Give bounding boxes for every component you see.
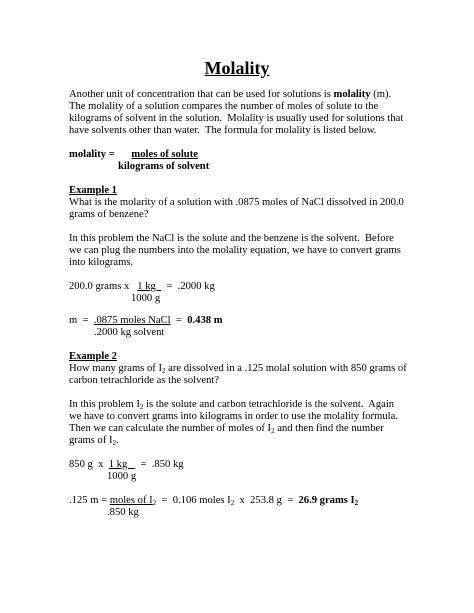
example-2-conversion-denominator: 1000 g — [107, 471, 137, 482]
example-2-solution — [69, 495, 358, 507]
solution-text: .125 m = — [69, 495, 110, 506]
example-1-explanation-line-1: In this problem the NaCl is the solute and the benzene is the solvent. Before — [69, 233, 394, 244]
intro-line-3: kilograms of solvent in the solution. Molality is usually used for solutions that — [69, 113, 404, 124]
conversion-text: 200.0 grams x — [69, 281, 138, 292]
e-text: and then find the number — [274, 423, 384, 434]
example-1-conversion — [69, 281, 215, 293]
solution-answer: 26.9 grams I — [298, 495, 355, 506]
example-1-conversion-denominator: 1000 g — [131, 293, 161, 304]
example-2-explanation-line-3 — [69, 423, 384, 435]
calc-text: m = — [69, 315, 94, 326]
example-2-conversion — [69, 459, 184, 471]
q-text: How many grams of I — [69, 363, 162, 374]
e-text: . — [116, 435, 119, 446]
subscript: 2 — [354, 499, 359, 507]
subscript: 2 — [139, 403, 144, 411]
formula-denominator: kilograms of solvent — [118, 161, 210, 172]
example-1-calc-denominator: .2000 kg solvent — [94, 327, 165, 338]
q-text: are dissolved in a .125 molal solution with 850 grams of — [165, 363, 407, 374]
example-1-explanation-line-3: into kilograms. — [69, 257, 134, 268]
intro-text: Another unit of concentration that can be used for solutions is — [69, 89, 334, 100]
subscript: 2 — [230, 499, 235, 507]
example-2-heading: Example 2 — [69, 351, 117, 362]
subscript: 2 — [112, 439, 117, 447]
conversion-numerator: 1 kg — [108, 459, 136, 470]
example-2-explanation-line-2: we have to convert grams into kilograms in order to use the molality formula. — [69, 411, 398, 422]
example-2-solution-denominator: .850 kg — [107, 507, 139, 518]
example-2-question-line-1 — [69, 363, 407, 375]
formula-numerator: moles of solute — [131, 149, 198, 160]
conversion-text: 850 g x — [69, 459, 109, 470]
intro-line-4: have solvents other than water. The formula for molality is listed below. — [69, 125, 377, 136]
subscript: 2 — [271, 427, 275, 435]
molality-term: molality — [333, 89, 371, 100]
calc-answer: 0.438 m — [187, 315, 223, 326]
e-text: grams of I — [69, 435, 113, 446]
solution-text: x 253.8 g = — [234, 495, 299, 506]
e-text: Then we can calculate the number of moles of I — [69, 423, 272, 434]
formula-lhs: molality = — [69, 149, 118, 160]
formula-line — [69, 149, 198, 161]
example-1-heading: Example 1 — [69, 185, 117, 196]
example-2-explanation-line-4 — [69, 435, 119, 447]
page-title: Molality — [204, 58, 270, 78]
subscript: 2 — [152, 499, 157, 507]
example-2-question-line-2: carbon tetrachloride as the solvent? — [69, 375, 220, 386]
e-text: is the solute and carbon tetrachloride is the solvent. Again — [143, 399, 395, 410]
solution-numerator-text: moles of I — [109, 495, 153, 506]
example-1-question-line-1: What is the molarity of a solution with .0875 moles of NaCl dissolved in 200.0 — [69, 197, 404, 208]
conversion-numerator: 1 kg — [137, 281, 162, 292]
e-text: In this problem I — [69, 399, 140, 410]
example-1-explanation-line-2: we can plug the numbers into the molality equation, we have to convert grams — [69, 245, 401, 256]
solution-text: = 0.106 moles I — [156, 495, 231, 506]
conversion-result: = .2000 kg — [161, 281, 215, 292]
calc-numerator: .0875 moles NaCl — [93, 315, 171, 326]
intro-line-1 — [69, 89, 391, 101]
example-1-question-line-2: grams of benzene? — [69, 209, 149, 220]
calc-text: = — [170, 315, 188, 326]
subscript: 2 — [161, 367, 166, 375]
conversion-result: = .850 kg — [135, 459, 184, 470]
intro-line-2: The molality of a solution compares the number of moles of solute to the — [69, 101, 379, 112]
example-2-explanation-line-1 — [69, 399, 394, 411]
example-1-molality-calc — [69, 315, 223, 327]
intro-text: (m). — [370, 89, 392, 100]
solution-numerator — [110, 495, 156, 506]
